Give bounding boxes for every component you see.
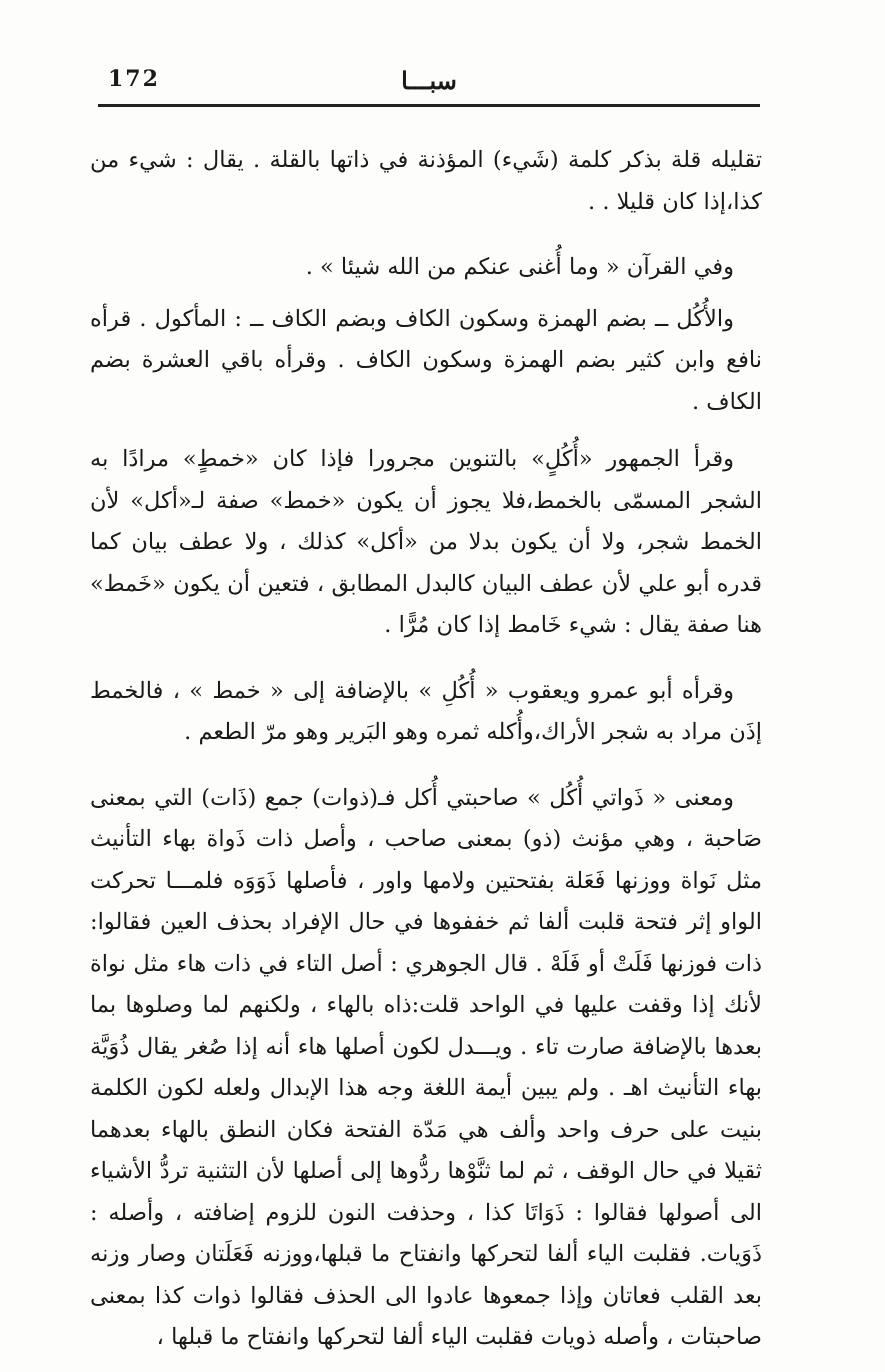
paragraph-abu-amr-reading: وقرأه أبو عمرو ويعقوب « أُكُلِ » بالإضافة إلى « خمط » ، فالخمط إذَن مراد به شجر الأراك،وأُكله ثمره وهو البَرير وهو مرّ الطعم .: [90, 677, 762, 745]
page-number: 172: [108, 66, 160, 92]
paragraph-intro: تقليله قلة بذكر كلمة (شَيء) المؤذنة في ذاتها بالقلة . يقال : شيء من كذا،إذا كان قليلا . .: [90, 147, 762, 215]
running-title: سبـــا: [401, 66, 457, 95]
paragraph-majority-reading: وقرأ الجمهور «أُكُلٍ» بالتنوين مجرورا فإذا كان «خمطٍ» مرادًا به الشجر المسمّى بالخمط،فلا يجوز أن يكون «خمط» صفة لـ«أكل» لأن الخمط شجر، ولا أن يكون بدلا من «أكل» كذلك ، ولا عطف بيان كما قدره أبو علي لأن عطف البيان كالبدل المطابق ، فتعين أن يكون «خَمط» هنا صفة يقال : شيء خَامط إذا كان مُرًّا .: [90, 446, 762, 638]
paragraph-ukul-reading: والأُكُل ــ بضم الهمزة وسكون الكاف وبضم الكاف ــ : المأكول . قرأه نافع وابن كثير بضم الهمزة وسكون الكاف . وقرأه باقي العشرة بضم الكاف .: [90, 305, 762, 415]
paragraph-quran-quote: وفي القرآن « وما أُغنى عنكم من الله شيئا » .: [305, 254, 734, 280]
page-header: [98, 58, 760, 107]
paragraph-dhawati-meaning: ومعنى « ذَواتي أُكُل » صاحبتي أُكل فـ(ذوات) جمع (ذَات) التي بمعنى صَاحبة ، وهي مؤنث (ذو) بمعنى صاحب ، وأصل ذات ذَواة بهاء التأنيث مثل نَواة ووزنها فَعَلة بفتحتين ولامها واور ، فأصلها ذَوَوَه فلمـــا تحركت الواو إثر فتحة قلبت ألفا ثم خففوها في حال الإفراد بحذف العين فقالوا: ذات فوزنها فَلَتْ أو فَلَهْ . قال الجوهري : أصل التاء في ذات هاء مثل نواة لأنك إذا وقفت عليها في الواحد قلت:ذاه بالهاء ، ولكنهم لما وصلوها بما بعدها بالإضافة صارت تاء . ويـــدل لكون أصلها هاء أنه إذا صُغر يقال ذُوَيَّة بهاء التأنيث اهـ . ولم يبين أيمة اللغة وجه هذا الإبدال ولعله لكون الكلمة بنيت على حرف واحد وألف هي مَدّة الفتحة فكان النطق بالهاء بعدهما ثقيلا في حال الوقف ، ثم لما ثنَّوْها ردُّوها إلى أصلها لأن التثنية تردُّ الأشياء الى أصولها فقالوا : ذَوَاتَا كذا ، وحذفت النون للزوم إضافته ، وأصله : ذَوَيات. فقلبت الياء ألفا لتحركها وانفتاح ما قبلها،ووزنه فَعَلَتان وصار وزنه بعد القلب فعاتان وإذا جمعوها عادوا الى الحذف فقالوا ذوات كذا بمعنى صاحبتات ، وأصله ذويات فقلبت الياء ألفا لتحركها وانفتاح ما قبلها ،: [90, 784, 762, 1350]
page-body: [90, 140, 762, 1359]
